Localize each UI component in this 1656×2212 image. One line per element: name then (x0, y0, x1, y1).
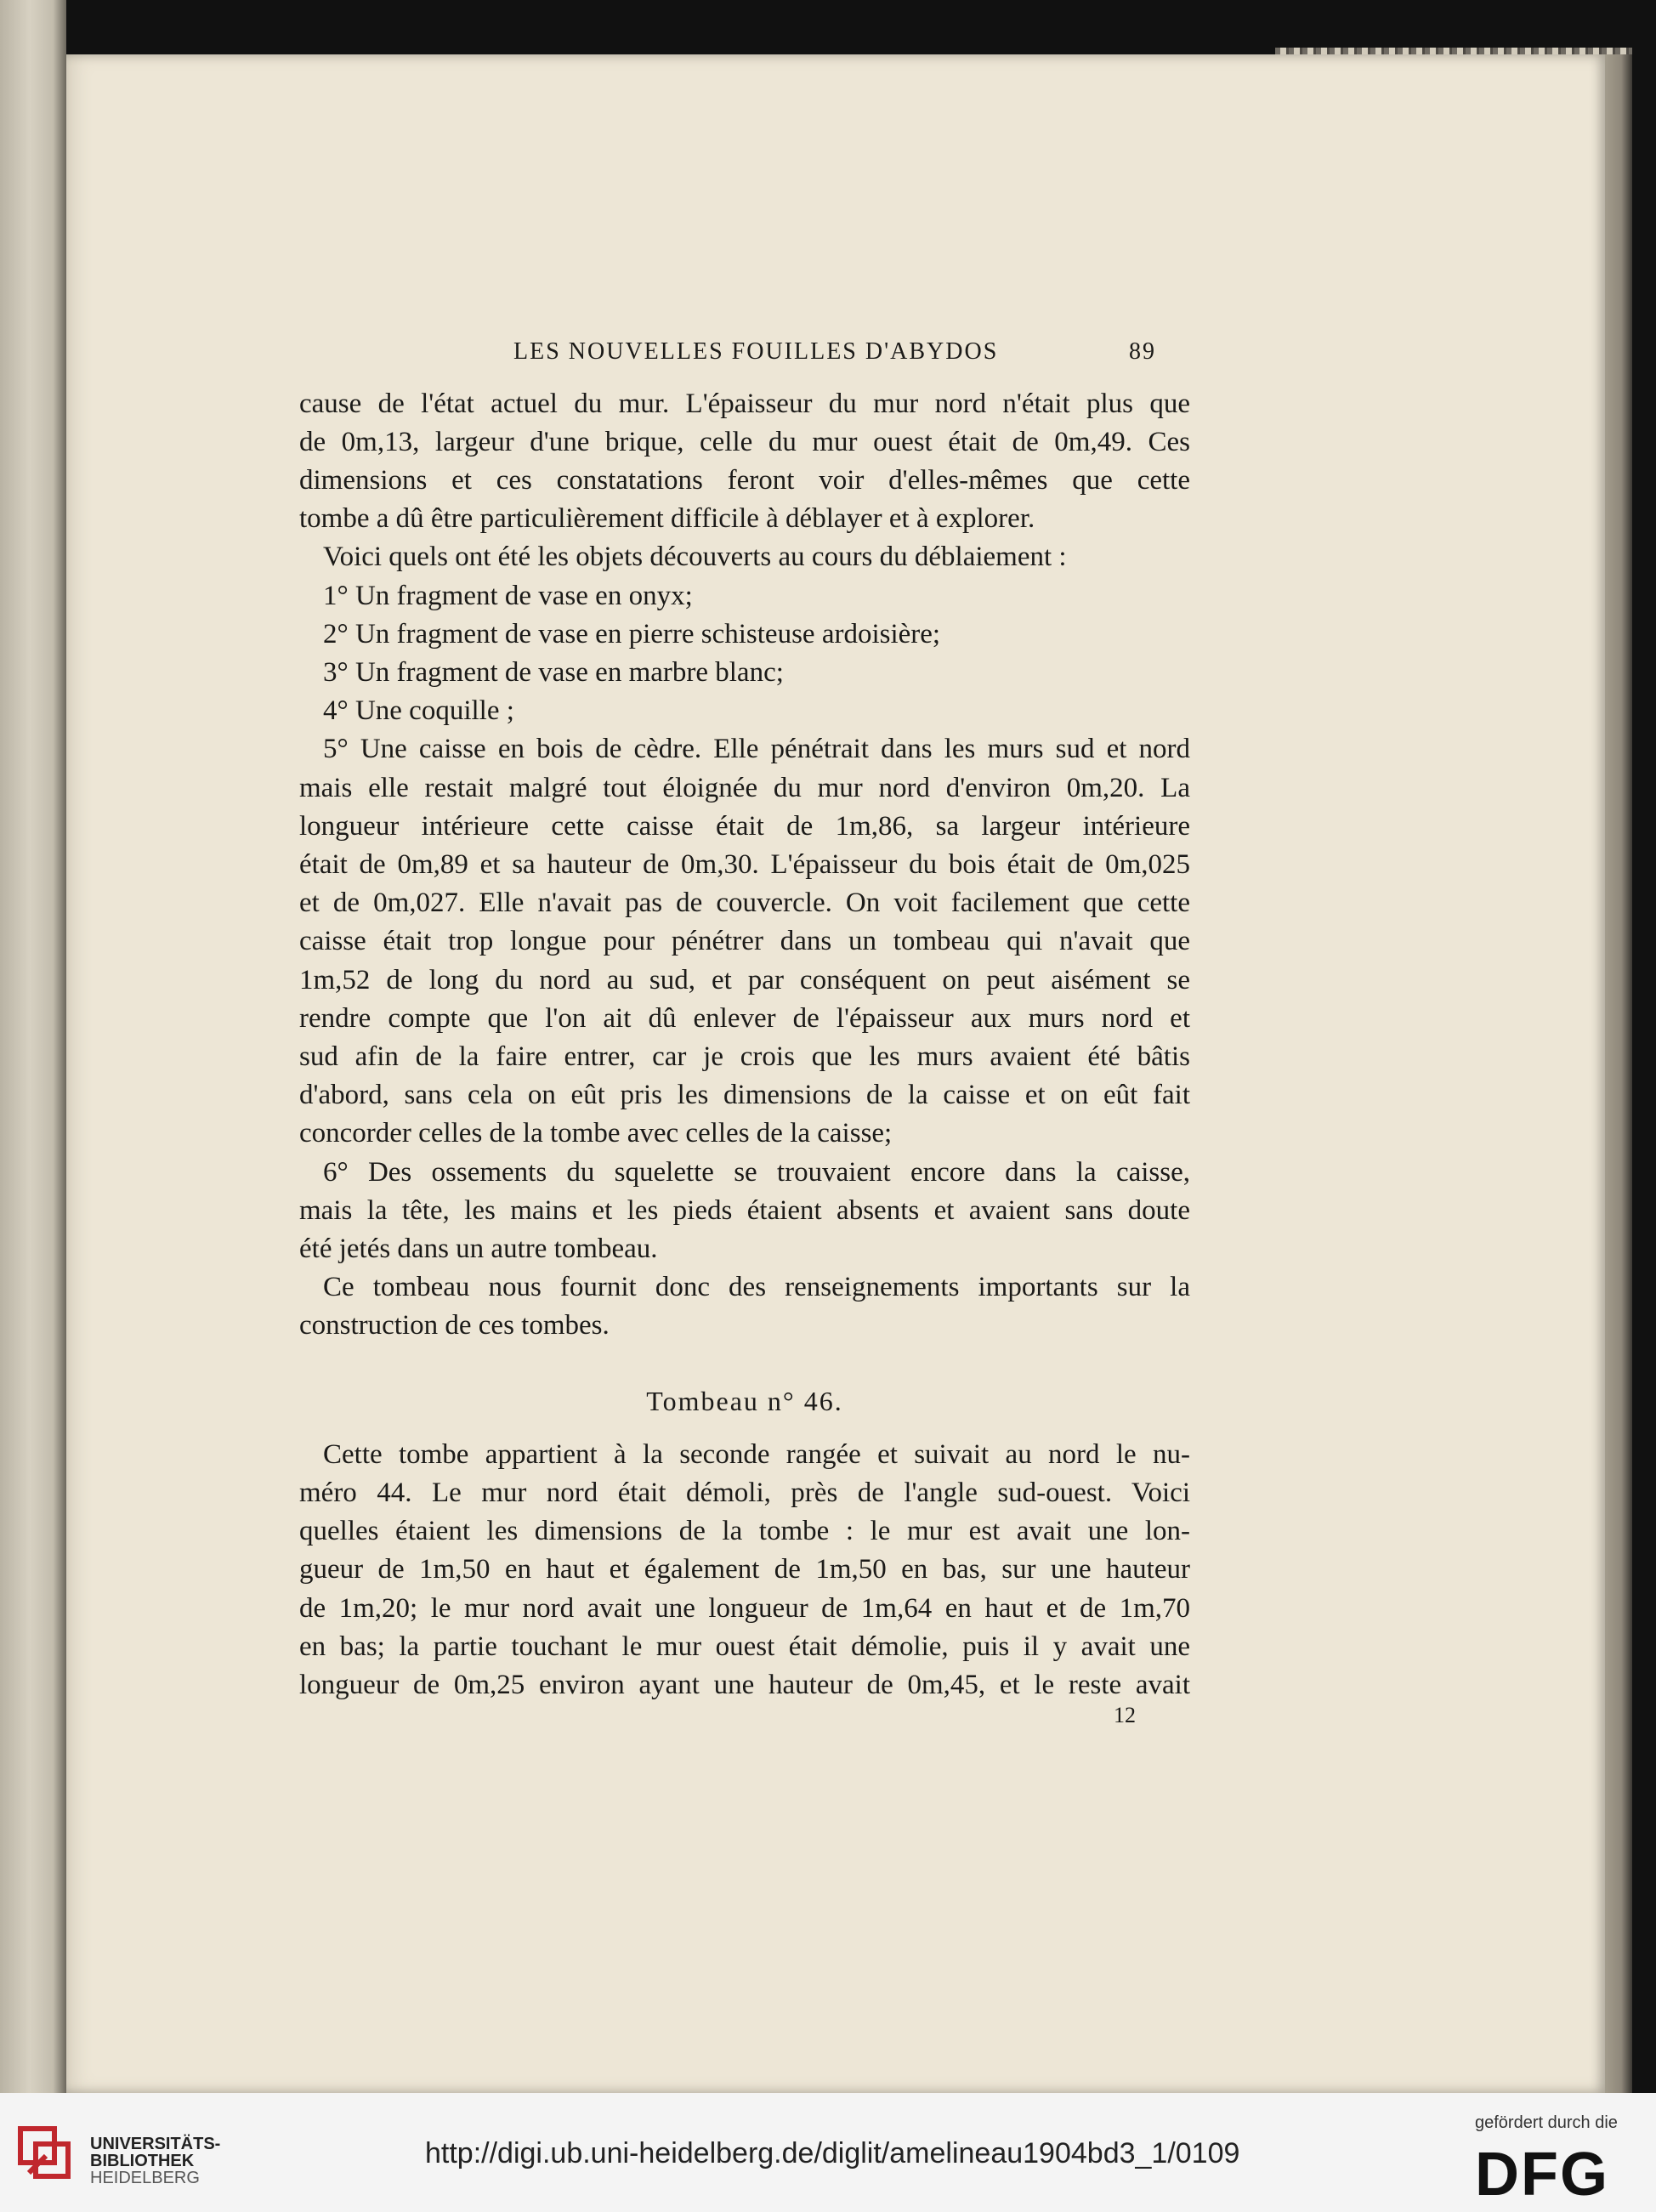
list-item: 5° Une caisse en bois de cèdre. Elle pénétrait dans les murs sud et nord (323, 734, 1190, 764)
text-line: était de 0m,89 et sa hauteur de 0m,30. L'épaisseur du bois était de 0m,025 (299, 849, 1190, 880)
text-line: 1m,52 de long du nord au sud, et par conséquent on peut aisément se (299, 965, 1190, 995)
running-head (299, 338, 1190, 372)
text-line: longueur de 0m,25 environ ayant une hauteur de 0m,45, et le reste avait (299, 1670, 1190, 1700)
text-line: mais elle restait malgré tout éloignée du mur nord d'environ 0m,20. La (299, 773, 1190, 803)
text-line: quelles étaient les dimensions de la tombe : le mur est avait une lon- (299, 1516, 1190, 1546)
text-line: Cette tombe appartient à la seconde rangée et suivait au nord le nu- (323, 1439, 1190, 1470)
text-line: en bas; la partie touchant le mur ouest était démolie, puis il y avait une (299, 1631, 1190, 1662)
text-line: Voici quels ont été les objets découverts au cours du déblaiement : (323, 542, 1067, 572)
funded-by-label: gefördert durch die (1475, 2113, 1618, 2132)
library-name-line: UNIVERSITÄTS- (90, 2135, 221, 2153)
list-item: 4° Une coquille ; (323, 695, 514, 726)
permalink-url[interactable]: http://digi.ub.uni-heidelberg.de/diglit/amelineau1904bd3_1/0109 (425, 2137, 1240, 2169)
university-library-logo-icon (17, 2125, 77, 2185)
text-line: d'abord, sans cela on eût pris les dimensions de la caisse et on eût fait (299, 1080, 1190, 1110)
text-line: sud afin de la faire entrer, car je crois que les murs avaient été bâtis (299, 1041, 1190, 1072)
list-item: 3° Un fragment de vase en marbre blanc; (323, 657, 784, 688)
text-line: été jetés dans un autre tombeau. (299, 1234, 658, 1264)
text-line: mais la tête, les mains et les pieds étaient absents et avaient sans doute (299, 1195, 1190, 1226)
list-item: 2° Un fragment de vase en pierre schisteuse ardoisière; (323, 619, 941, 649)
text-line: cause de l'état actuel du mur. L'épaisseur du mur nord n'était plus que (299, 389, 1190, 419)
signature-mark: 12 (1114, 1703, 1136, 1727)
running-title: LES NOUVELLES FOUILLES D'ABYDOS (513, 338, 999, 365)
text-line: de 0m,13, largeur d'une brique, celle du mur ouest était de 0m,49. Ces (299, 427, 1190, 457)
dfg-logo: DFG (1475, 2141, 1609, 2209)
page-number: 89 (1129, 338, 1156, 365)
text-line: tombe a dû être particulièrement difficile à déblayer et à explorer. (299, 503, 1035, 534)
text-line: longueur intérieure cette caisse était de 1m,86, sa largeur intérieure (299, 811, 1190, 842)
text-line: rendre compte que l'on ait dû enlever de l'épaisseur aux murs nord et (299, 1003, 1190, 1034)
text-line: et de 0m,027. Elle n'avait pas de couvercle. On voit facilement que cette (299, 888, 1190, 918)
text-line: construction de ces tombes. (299, 1310, 610, 1341)
list-item: 6° Des ossements du squelette se trouvaient encore dans la caisse, (323, 1157, 1190, 1188)
library-city: HEIDELBERG (90, 2169, 200, 2187)
section-title: Tombeau n° 46. (646, 1386, 843, 1416)
text-line: de 1m,20; le mur nord avait une longueur de 1m,64 en haut et de 1m,70 (299, 1593, 1190, 1624)
text-line: dimensions et ces constatations feront voir d'elles-mêmes que cette (299, 465, 1190, 496)
list-item: 1° Un fragment de vase en onyx; (323, 581, 693, 611)
text-line: gueur de 1m,50 en haut et également de 1m,50 en bas, sur une hauteur (299, 1554, 1190, 1585)
previous-page-edge (0, 0, 66, 2093)
text-line: caisse était trop longue pour pénétrer dans un tombeau qui n'avait que (299, 926, 1190, 956)
viewer-footer (0, 2093, 1656, 2212)
library-name (90, 2135, 220, 2186)
page-right-edge (1605, 54, 1632, 2093)
text-line: Ce tombeau nous fournit donc des renseignements importants sur la (323, 1272, 1190, 1302)
text-line: méro 44. Le mur nord était démoli, près de l'angle sud-ouest. Voici (299, 1478, 1190, 1508)
text-line: concorder celles de la tombe avec celles de la caisse; (299, 1118, 893, 1149)
library-name-line: BIBLIOTHEK (90, 2152, 195, 2170)
